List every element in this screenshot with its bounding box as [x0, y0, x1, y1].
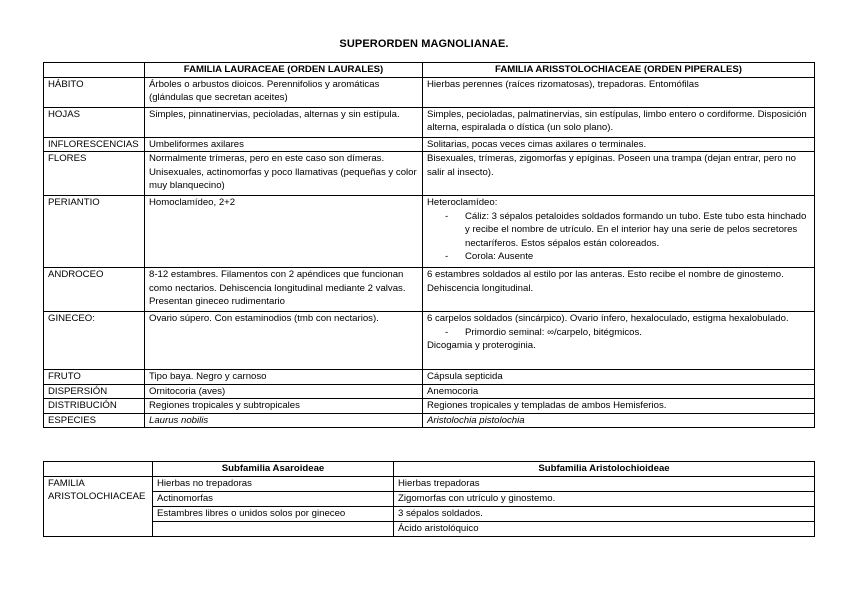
cell-aristolochiaceae-gineceo — [423, 312, 815, 370]
table-row — [44, 399, 815, 414]
row-label-gineceo: GINECEO: — [44, 312, 145, 370]
table-header-row — [44, 462, 815, 477]
cell-lauraceae-dispersion: Ornitocoria (aves) — [145, 384, 423, 399]
document-title: SUPERORDEN MAGNOLIANAE. — [339, 38, 509, 50]
table-row — [44, 77, 815, 107]
cell-aristolochioideae: Zigomorfas con utrículo y ginostemo. — [394, 491, 815, 506]
table-row — [44, 384, 815, 399]
gineceo-intro: 6 carpelos soldados (sincárpico). Ovario ínfero, hexaloculado, estigma hexalobulado. — [427, 313, 789, 324]
cell-asaroideae: Actinomorfas — [153, 491, 394, 506]
list-item: - Primordio seminal: ∞/carpelo, bitégmicos. — [445, 326, 810, 340]
row-label-periantio: PERIANTIO — [44, 196, 145, 268]
cell-aristolochioideae: 3 sépalos soldados. — [394, 506, 815, 521]
table-row — [44, 506, 815, 521]
table-row — [44, 152, 815, 196]
cell-lauraceae-especies: Laurus nobilis — [145, 413, 423, 428]
cell-lauraceae-gineceo: Ovario súpero. Con estaminodios (tmb con nectarios). — [145, 312, 423, 370]
cell-lauraceae-distribucion: Regiones tropicales y subtropicales — [145, 399, 423, 414]
cell-lauraceae-habito: Árboles o arbustos dioicos. Perennifolios y aromáticas (glándulas que secretan aceites) — [145, 77, 423, 107]
cell-aristolochiaceae-fruto: Cápsula septicida — [423, 370, 815, 385]
cell-aristolochioideae: Hierbas trepadoras — [394, 476, 815, 491]
cell-aristolochiaceae-inflorescencias: Solitarias, pocas veces cimas axilares o terminales. — [423, 137, 815, 152]
row-label-hojas: HOJAS — [44, 107, 145, 137]
row-label-distribucion: DISTRIBUCIÓN — [44, 399, 145, 414]
periantio-list — [427, 210, 810, 264]
cell-aristolochiaceae-dispersion: Anemocoria — [423, 384, 815, 399]
cell-aristolochiaceae-habito: Hierbas perennes (raíces rizomatosas), trepadoras. Entomófilas — [423, 77, 815, 107]
header-aristolochioideae: Subfamilia Aristolochioideae — [394, 462, 815, 477]
table-row — [44, 413, 815, 428]
table-row — [44, 476, 815, 491]
cell-lauraceae-inflorescencias: Umbeliformes axilares — [145, 137, 423, 152]
family-label-cell: FAMILIA ARISTOLOCHIACEAE — [44, 476, 153, 536]
cell-aristolochiaceae-hojas: Simples, pecioladas, palmatinervias, sin estípulas, limbo entero o cordiforme. Disposición alterna, espiralada o dística (un solo plano). — [423, 107, 815, 137]
cell-aristolochiaceae-distribucion: Regiones tropicales y templadas de ambos Hemisferios. — [423, 399, 815, 414]
header-aristolochiaceae: FAMILIA ARISSTOLOCHIACEAE (ORDEN PIPERALES) — [423, 63, 815, 78]
table-row — [44, 521, 815, 536]
gineceo-outro: Dicogamia y proteroginia. — [427, 340, 536, 351]
header-lauraceae: FAMILIA LAURACEAE (ORDEN LAURALES) — [145, 63, 423, 78]
cell-aristolochiaceae-periantio — [423, 196, 815, 268]
main-comparison-table — [43, 62, 815, 428]
table-row — [44, 137, 815, 152]
cell-aristolochioideae: Ácido aristolóquico — [394, 521, 815, 536]
table-row — [44, 196, 815, 268]
cell-aristolochiaceae-androceo: 6 estambres soldados al estilo por las anteras. Esto recibe el nombre de ginostemo. Dehiscencia longitudinal. — [423, 268, 815, 312]
row-label-inflorescencias: INFLORESCENCIAS — [44, 137, 145, 152]
table-row — [44, 268, 815, 312]
header-empty-cell — [44, 462, 153, 477]
header-empty-cell — [44, 63, 145, 78]
cell-asaroideae: Estambres libres o unidos solos por gineceo — [153, 506, 394, 521]
cell-asaroideae — [153, 521, 394, 536]
list-item: - Cáliz: 3 sépalos petaloides soldados formando un tubo. Este tubo esta hinchado y recibe el nombre de utrículo. En el interior hay una serie de pelos secretores nectaríferos. Estos sépalos están coloreados. — [445, 210, 810, 251]
cell-lauraceae-fruto: Tipo baya. Negro y carnoso — [145, 370, 423, 385]
row-label-dispersion: DISPERSIÓN — [44, 384, 145, 399]
table-header-row — [44, 63, 815, 78]
row-label-androceo: ANDROCEO — [44, 268, 145, 312]
table-row — [44, 370, 815, 385]
cell-aristolochiaceae-flores: Bisexuales, trímeras, zigomorfas y epíginas. Poseen una trampa (dejan entrar, pero no salir al insecto). — [423, 152, 815, 196]
cell-asaroideae: Hierbas no trepadoras — [153, 476, 394, 491]
periantio-intro: Heteroclamídeo: — [427, 197, 498, 208]
subfamily-table — [43, 461, 815, 537]
cell-lauraceae-flores: Normalmente trímeras, pero en este caso son dímeras. Unisexuales, actinomorfas y poco llamativas (pequeñas y color muy blanquecino) — [145, 152, 423, 196]
gineceo-list — [427, 326, 810, 340]
row-label-habito: HÁBITO — [44, 77, 145, 107]
row-label-flores: FLORES — [44, 152, 145, 196]
row-label-especies: ESPECIES — [44, 413, 145, 428]
list-item: - Corola: Ausente — [445, 250, 810, 264]
table-row — [44, 491, 815, 506]
cell-lauraceae-androceo: 8-12 estambres. Filamentos con 2 apéndices que funcionan como nectarios. Dehiscencia longitudinal mediante 2 valvas. Presentan gineceo rudimentario — [145, 268, 423, 312]
table-row — [44, 107, 815, 137]
row-label-fruto: FRUTO — [44, 370, 145, 385]
table-row — [44, 312, 815, 370]
cell-lauraceae-hojas: Simples, pinnatinervias, pecioladas, alternas y sin estípula. — [145, 107, 423, 137]
cell-lauraceae-periantio: Homoclamídeo, 2+2 — [145, 196, 423, 268]
header-asaroideae: Subfamilia Asaroideae — [153, 462, 394, 477]
cell-aristolochiaceae-especies: Aristolochia pistolochia — [423, 413, 815, 428]
